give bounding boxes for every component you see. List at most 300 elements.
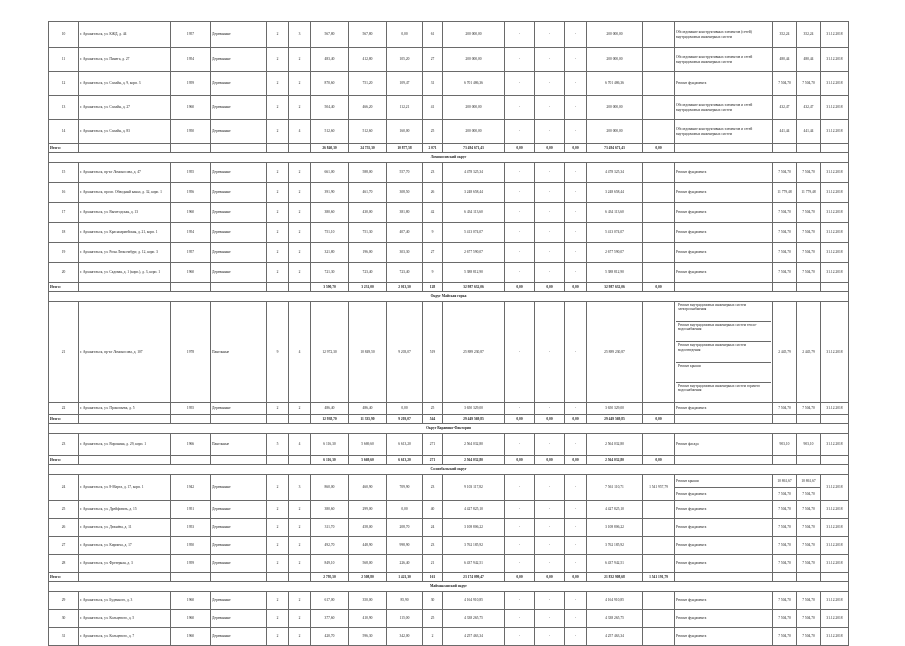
total-fund-a: 0,00 <box>505 414 535 423</box>
unit-cost: 903,10 <box>773 433 797 455</box>
total-cost: 2 564 032,80 <box>443 433 505 455</box>
entrances: 4 <box>289 120 311 144</box>
work-type: Ремонт фундамента <box>675 609 773 627</box>
total-row <box>49 414 849 423</box>
total-cost-extra: 0,00 <box>643 414 675 423</box>
cost-extra <box>643 203 675 223</box>
total-label: Итого: <box>49 144 79 153</box>
unit-cost: 7 504,70 <box>773 518 797 536</box>
total-fund-x: 0,00 <box>565 455 587 464</box>
total-fund-b: 0,00 <box>535 414 565 423</box>
wall-material: Деревянные <box>211 203 267 223</box>
floors: 2 <box>267 518 289 536</box>
floors: 2 <box>267 263 289 283</box>
residents: 25 <box>423 402 443 414</box>
unit-cost: 7 504,70 <box>773 627 797 645</box>
total-area: 567,80 <box>311 22 349 48</box>
residents: 40 <box>423 500 443 518</box>
total-cost-owners: 32 987 632,06 <box>587 283 643 292</box>
completion-date: 31.12.2018 <box>821 96 849 120</box>
total-area: 12 972,30 <box>311 302 349 403</box>
living-area: 568,00 <box>349 554 387 572</box>
fund-a: - <box>505 203 535 223</box>
residents: 9 <box>423 223 443 243</box>
build-year: 1942 <box>171 474 211 500</box>
fund-b: - <box>535 203 565 223</box>
unit-cost: 11 779,48 <box>773 183 797 203</box>
cost-extra <box>643 302 675 403</box>
table-row <box>49 500 849 518</box>
nonliving-area: 342,00 <box>387 627 423 645</box>
nonliving-area: 109,47 <box>387 72 423 96</box>
total-work-empty <box>675 144 773 153</box>
fund-b: - <box>535 120 565 144</box>
floors: 2 <box>267 223 289 243</box>
cost-owners: 7 561 110,71 <box>587 474 643 500</box>
residents: 2 <box>423 627 443 645</box>
floors: 9 <box>267 302 289 403</box>
total-work-empty <box>675 572 773 581</box>
total-empty <box>171 455 211 464</box>
nonliving-area: 723,40 <box>387 263 423 283</box>
total-area: 380,60 <box>311 500 349 518</box>
total-area: 377,60 <box>311 609 349 627</box>
entrances: 2 <box>289 163 311 183</box>
cost-extra <box>643 536 675 554</box>
total-area: 380,60 <box>311 203 349 223</box>
unit-cost: 7 504,70 <box>773 263 797 283</box>
build-year: 1951 <box>171 500 211 518</box>
fund-x: - <box>565 120 587 144</box>
nonliving-area: 381,80 <box>387 203 423 223</box>
work-types <box>675 302 773 403</box>
total-cost-extra: 0,00 <box>643 144 675 153</box>
residents: 31 <box>423 72 443 96</box>
cost-extra <box>643 120 675 144</box>
total-empty <box>797 283 821 292</box>
nonliving-area: 208,70 <box>387 518 423 536</box>
cost-extra <box>643 609 675 627</box>
cost-extra <box>643 402 675 414</box>
total-fund-b: 0,00 <box>535 455 565 464</box>
cost-extra <box>643 554 675 572</box>
total-area: 2 795,50 <box>311 572 349 581</box>
work-type: Ремонт фундамента <box>675 487 773 500</box>
wall-material: Деревянные <box>211 609 267 627</box>
fund-a: - <box>505 243 535 263</box>
completion-date: 31.12.2018 <box>821 203 849 223</box>
max-unit-cost: 7 504,70 <box>797 263 821 283</box>
cost-extra <box>643 223 675 243</box>
fund-b: - <box>535 500 565 518</box>
unit-cost: 10 861,67 <box>773 474 797 487</box>
living-area: 5 669,60 <box>349 433 387 455</box>
living-area: 458,00 <box>349 518 387 536</box>
table-body <box>49 22 849 646</box>
build-year: 1950 <box>171 120 211 144</box>
wall-material: Деревянные <box>211 243 267 263</box>
build-year: 1953 <box>171 518 211 536</box>
table-row <box>49 243 849 263</box>
build-year: 1960 <box>171 96 211 120</box>
residents: 21 <box>423 554 443 572</box>
table-row <box>49 203 849 223</box>
total-fund-b: 0,00 <box>535 572 565 581</box>
row-number: 25 <box>49 500 79 518</box>
fund-x: - <box>565 72 587 96</box>
fund-x: - <box>565 591 587 609</box>
fund-b: - <box>535 223 565 243</box>
entrances: 2 <box>289 536 311 554</box>
wall-material: Деревянные <box>211 22 267 48</box>
completion-date: 31.12.2018 <box>821 302 849 403</box>
row-number: 14 <box>49 120 79 144</box>
work-type: Ремонт фундамента <box>675 263 773 283</box>
table-row <box>49 96 849 120</box>
cost-extra <box>643 243 675 263</box>
cost-extra <box>643 96 675 120</box>
address: г. Архангельск, ул. Кольцевого, д. 7 <box>79 627 171 645</box>
section-header-row <box>49 581 849 591</box>
total-cost: 4 338 265,75 <box>443 609 505 627</box>
total-empty <box>289 455 311 464</box>
wall-material: Деревянные <box>211 163 267 183</box>
fund-b: - <box>535 627 565 645</box>
floors: 2 <box>267 474 289 500</box>
work-type: Ремонт фундамента <box>675 203 773 223</box>
total-fund-b: 0,00 <box>535 283 565 292</box>
section-header: Округ Майская горка <box>49 292 849 302</box>
fund-b: - <box>535 474 565 500</box>
address: г. Архангельск, ул. Сплайн, д. 83 <box>79 120 171 144</box>
fund-a: - <box>505 163 535 183</box>
total-work-empty <box>675 455 773 464</box>
total-cost: 200 000,00 <box>443 22 505 48</box>
entrances: 2 <box>289 402 311 414</box>
nonliving-area: 407,40 <box>387 223 423 243</box>
total-fund-x: 0,00 <box>565 572 587 581</box>
cost-owners: 6 437 942,51 <box>587 554 643 572</box>
total-cost: 23 174 099,47 <box>443 572 505 581</box>
floors: 2 <box>267 183 289 203</box>
living-area: 751,30 <box>349 223 387 243</box>
nonliving-area: 0,00 <box>387 22 423 48</box>
fund-a: - <box>505 402 535 414</box>
total-nonliving-area: 1 421,30 <box>387 572 423 581</box>
fund-b: - <box>535 163 565 183</box>
build-year: 1960 <box>171 203 211 223</box>
work-type: Обследование конструктивных элементов (сетей) внутридомовых инженерных систем <box>675 22 773 48</box>
entrances: 2 <box>289 609 311 627</box>
table-row <box>49 263 849 283</box>
build-year: 1960 <box>171 263 211 283</box>
total-empty <box>267 144 289 153</box>
build-year: 1954 <box>171 48 211 72</box>
fund-x: - <box>565 96 587 120</box>
residents: 27 <box>423 48 443 72</box>
address: г. Архангельск, ул. Прокопьева, д. 5 <box>79 402 171 414</box>
max-unit-cost: 7 504,70 <box>797 487 821 500</box>
total-cost-owners: 73 494 671,43 <box>587 144 643 153</box>
work-type: Ремонт фундамента <box>675 536 773 554</box>
table-row <box>49 48 849 72</box>
total-cost: 6 701 486,36 <box>443 72 505 96</box>
row-number: 12 <box>49 72 79 96</box>
total-empty <box>211 414 267 423</box>
fund-x: - <box>565 223 587 243</box>
completion-date: 31.12.2018 <box>821 627 849 645</box>
total-fund-a: 0,00 <box>505 572 535 581</box>
max-unit-cost: 432,47 <box>797 96 821 120</box>
entrances: 2 <box>289 263 311 283</box>
residents: 30 <box>423 591 443 609</box>
total-area: 512,60 <box>311 120 349 144</box>
fund-x: - <box>565 536 587 554</box>
wall-material: Деревянные <box>211 554 267 572</box>
unit-cost: 7 504,70 <box>773 536 797 554</box>
residents: 27 <box>423 243 443 263</box>
cost-owners: 3 248 658,44 <box>587 183 643 203</box>
residents: 25 <box>423 609 443 627</box>
work-type-item: Ремонт внутридомовых инженерных систем тепло-водоснабжения <box>676 322 771 342</box>
fund-b: - <box>535 96 565 120</box>
unit-cost: 7 504,70 <box>773 402 797 414</box>
entrances: 2 <box>289 243 311 263</box>
section-header: Ломоносовский округ <box>49 153 849 163</box>
nonliving-area: 160,00 <box>387 120 423 144</box>
total-cost: 4 427 825,10 <box>443 500 505 518</box>
address: г. Архангельск, ул. Фрезерная, д. 3 <box>79 554 171 572</box>
fund-a: - <box>505 302 535 403</box>
fund-a: - <box>505 22 535 48</box>
completion-date: 31.12.2018 <box>821 402 849 414</box>
cost-owners: 200 000,00 <box>587 48 643 72</box>
residents: 25 <box>423 120 443 144</box>
max-unit-cost: 480,44 <box>797 48 821 72</box>
table-row <box>49 627 849 645</box>
fund-x: - <box>565 302 587 403</box>
total-cost-extra: 1 541 191,79 <box>643 572 675 581</box>
table-row <box>49 554 849 572</box>
table-row <box>49 433 849 455</box>
total-fund-a: 0,00 <box>505 283 535 292</box>
fund-b: - <box>535 536 565 554</box>
completion-date: 31.12.2018 <box>821 554 849 572</box>
total-empty <box>821 144 849 153</box>
work-type: Ремонт фундамента <box>675 591 773 609</box>
total-row <box>49 144 849 153</box>
max-unit-cost: 903,10 <box>797 433 821 455</box>
fund-b: - <box>535 402 565 414</box>
fund-a: - <box>505 48 535 72</box>
fund-a: - <box>505 433 535 455</box>
total-empty <box>79 283 171 292</box>
fund-a: - <box>505 591 535 609</box>
total-row <box>49 283 849 292</box>
total-nonliving-area: 6 613,20 <box>387 455 423 464</box>
floors: 2 <box>267 96 289 120</box>
total-residents: 544 <box>423 414 443 423</box>
total-empty <box>79 572 171 581</box>
max-unit-cost: 10 861,67 <box>797 474 821 487</box>
row-number: 13 <box>49 96 79 120</box>
fund-a: - <box>505 183 535 203</box>
table-row <box>49 402 849 414</box>
section-header: Соломбальский округ <box>49 464 849 474</box>
max-unit-cost: 352,24 <box>797 22 821 48</box>
completion-date: 31.12.2018 <box>821 433 849 455</box>
floors: 2 <box>267 500 289 518</box>
fund-a: - <box>505 72 535 96</box>
fund-a: - <box>505 609 535 627</box>
unit-cost: 7 504,70 <box>773 554 797 572</box>
table-row <box>49 474 849 487</box>
total-empty <box>821 414 849 423</box>
total-empty <box>79 455 171 464</box>
table-row <box>49 183 849 203</box>
cost-owners: 6 701 486,36 <box>587 72 643 96</box>
completion-date: 31.12.2018 <box>821 183 849 203</box>
cost-owners: 3 762 185,92 <box>587 536 643 554</box>
fund-x: - <box>565 554 587 572</box>
address: г. Архангельск, ул. Сплайн, д. 9, корп. 3 <box>79 72 171 96</box>
fund-b: - <box>535 591 565 609</box>
total-cost: 2 564 032,80 <box>443 455 505 464</box>
cost-owners: 4 257 463,34 <box>587 627 643 645</box>
cost-owners: 4 427 825,10 <box>587 500 643 518</box>
build-year: 1956 <box>171 183 211 203</box>
residents: 23 <box>423 474 443 500</box>
fund-x: - <box>565 183 587 203</box>
max-unit-cost: 7 504,70 <box>797 223 821 243</box>
total-label: Итого: <box>49 283 79 292</box>
wall-material: Деревянные <box>211 500 267 518</box>
living-area: 299,00 <box>349 500 387 518</box>
nonliving-area: 557,70 <box>387 163 423 183</box>
total-area: 6 116,30 <box>311 433 349 455</box>
living-area: 350,00 <box>349 591 387 609</box>
total-area: 3 590,70 <box>311 283 349 292</box>
total-empty <box>79 144 171 153</box>
total-fund-x: 0,00 <box>565 144 587 153</box>
wall-material: Панельные <box>211 302 267 403</box>
address: г. Архангельск, ул. Кирпича, д. 17 <box>79 536 171 554</box>
max-unit-cost: 7 504,70 <box>797 203 821 223</box>
total-empty <box>797 572 821 581</box>
address: г. Архангельск, ул. Дрейфовать, д. 15 <box>79 500 171 518</box>
nonliving-area: 9 203,07 <box>387 302 423 403</box>
completion-date: 31.12.2018 <box>821 22 849 48</box>
total-area: 870,60 <box>311 72 349 96</box>
max-unit-cost: 7 504,70 <box>797 609 821 627</box>
fund-x: - <box>565 243 587 263</box>
entrances: 2 <box>289 591 311 609</box>
residents: 24 <box>423 518 443 536</box>
living-area: 430,00 <box>349 203 387 223</box>
cost-extra: 1 541 957,79 <box>643 474 675 500</box>
cost-extra <box>643 163 675 183</box>
build-year: 1959 <box>171 72 211 96</box>
total-empty <box>211 283 267 292</box>
cost-owners: 2 677 590,07 <box>587 243 643 263</box>
nonliving-area: 226,40 <box>387 554 423 572</box>
fund-b: - <box>535 243 565 263</box>
fund-b: - <box>535 72 565 96</box>
total-residents: 161 <box>423 572 443 581</box>
living-area: 588,00 <box>349 163 387 183</box>
residents: 271 <box>423 433 443 455</box>
completion-date: 31.12.2018 <box>821 536 849 554</box>
fund-x: - <box>565 263 587 283</box>
work-type: Ремонт фундамента <box>675 163 773 183</box>
max-unit-cost: 7 504,70 <box>797 627 821 645</box>
total-empty <box>773 572 797 581</box>
address: г. Архангельск, ул. Воронина, д. 29, корп. 1 <box>79 433 171 455</box>
fund-b: - <box>535 433 565 455</box>
cost-owners: 200 000,00 <box>587 96 643 120</box>
total-cost: 4 164 910,85 <box>443 591 505 609</box>
address: г. Архангельск, пр-кт Ломоносова, д. 107 <box>79 302 171 403</box>
living-area: 196,00 <box>349 243 387 263</box>
floors: 2 <box>267 72 289 96</box>
unit-cost: 7 504,70 <box>773 591 797 609</box>
total-area: 721,30 <box>311 263 349 283</box>
row-number: 10 <box>49 22 79 48</box>
total-cost: 200 000,00 <box>443 120 505 144</box>
total-cost-owners: 2 564 032,80 <box>587 455 643 464</box>
address: г. Архангельск, ул. Пинега, д. 27 <box>79 48 171 72</box>
wall-material: Деревянные <box>211 120 267 144</box>
entrances: 4 <box>289 302 311 403</box>
living-area: 412,80 <box>349 48 387 72</box>
total-empty <box>211 144 267 153</box>
fund-x: - <box>565 163 587 183</box>
total-fund-x: 0,00 <box>565 283 587 292</box>
row-number: 15 <box>49 163 79 183</box>
living-area: 723,40 <box>349 263 387 283</box>
unit-cost: 7 504,70 <box>773 243 797 263</box>
residents: 41 <box>423 96 443 120</box>
total-area: 486,40 <box>311 402 349 414</box>
build-year: 1955 <box>171 163 211 183</box>
fund-a: - <box>505 223 535 243</box>
section-header-row <box>49 292 849 302</box>
work-type-item: Ремонт внутридомовых инженерных систем электроснабжения <box>676 302 771 322</box>
cost-owners: 25 889 230,87 <box>587 302 643 403</box>
work-type: Обследование конструктивных элементов и сетей внутридомовых инженерных систем <box>675 96 773 120</box>
fund-x: - <box>565 500 587 518</box>
fund-a: - <box>505 554 535 572</box>
completion-date: 31.12.2018 <box>821 223 849 243</box>
nonliving-area: 308,50 <box>387 183 423 203</box>
cost-owners: 200 000,00 <box>587 22 643 48</box>
fund-a: - <box>505 263 535 283</box>
cost-extra <box>643 72 675 96</box>
work-type: Ремонт фундамента <box>675 402 773 414</box>
table-row <box>49 22 849 48</box>
floors: 2 <box>267 203 289 223</box>
total-living-area: 2 508,80 <box>349 572 387 581</box>
nonliving-area: 303,30 <box>387 243 423 263</box>
unit-cost: 2 445,79 <box>773 302 797 403</box>
floors: 2 <box>267 609 289 627</box>
build-year: 1960 <box>171 591 211 609</box>
living-area: 596,30 <box>349 627 387 645</box>
work-type: Ремонт фундамента <box>675 627 773 645</box>
address: г. Архангельск, ул. Кольцевого, д. 5 <box>79 609 171 627</box>
completion-date: 31.12.2018 <box>821 120 849 144</box>
total-empty <box>267 455 289 464</box>
